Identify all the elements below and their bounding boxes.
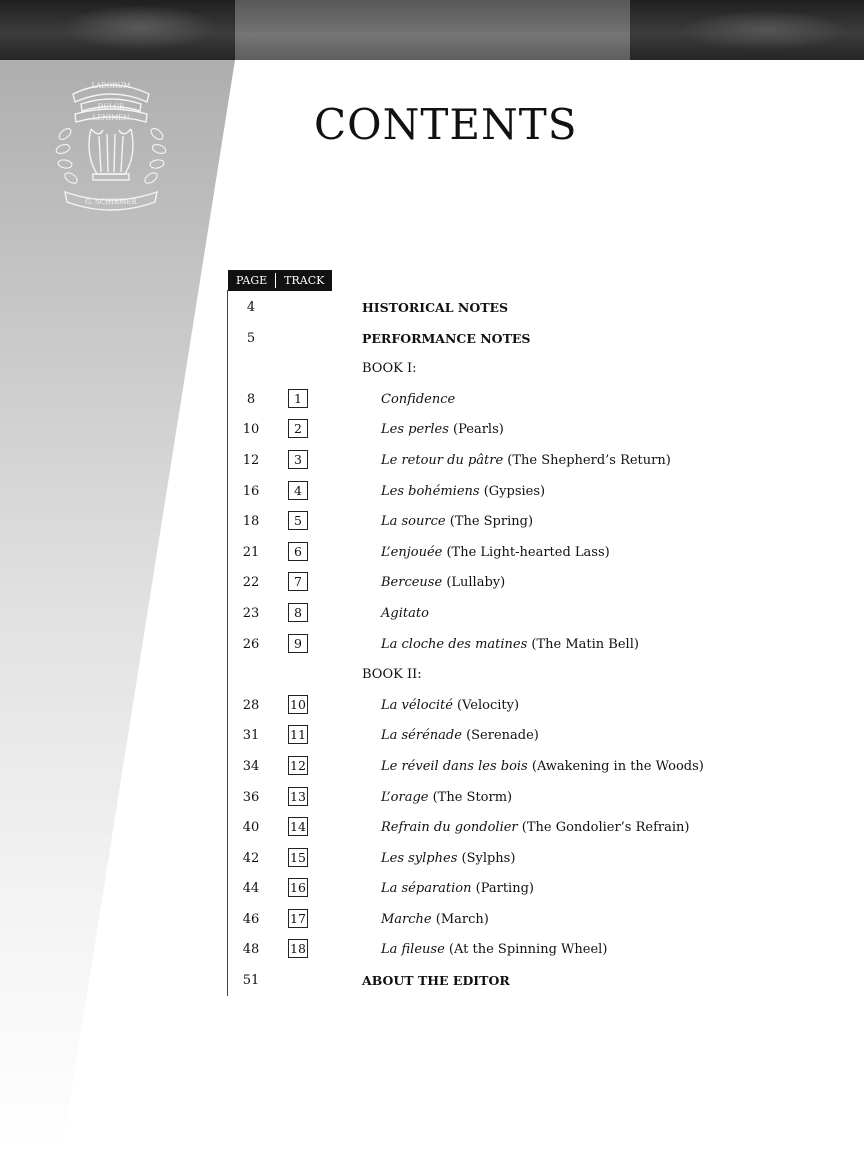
toc-entry xyxy=(228,660,848,691)
piece-title xyxy=(381,637,639,652)
section-title xyxy=(362,331,530,346)
french-title: Les sylphes xyxy=(381,850,458,866)
piece-title xyxy=(381,912,489,927)
toc-entry xyxy=(228,691,848,722)
english-title: PERFORMANCE NOTES xyxy=(362,330,531,346)
french-title: Berceuse xyxy=(381,575,443,591)
top-sky-band xyxy=(0,0,864,60)
page-number: 28 xyxy=(242,697,260,713)
english-title: (The Gondolier’s Refrain) xyxy=(517,820,690,836)
french-title: La sérénade xyxy=(381,728,462,744)
english-title: (March) xyxy=(431,911,489,927)
toc-entry xyxy=(228,385,848,416)
english-title: (Gypsies) xyxy=(479,483,546,499)
toc-entry xyxy=(228,844,848,875)
page-number: 46 xyxy=(242,911,260,927)
piece-title xyxy=(381,820,689,835)
piece-title xyxy=(381,728,539,743)
track-number-box: 16 xyxy=(288,878,308,897)
page-number: 8 xyxy=(246,391,256,407)
book-heading xyxy=(362,361,416,376)
french-title: Refrain du gondolier xyxy=(381,820,518,836)
page-number: 10 xyxy=(242,422,260,438)
track-number-box: 3 xyxy=(288,450,308,469)
piece-title xyxy=(381,790,512,805)
piece-title xyxy=(381,942,607,957)
french-title: La séparation xyxy=(381,881,472,897)
piece-title xyxy=(381,545,610,560)
piece-title xyxy=(381,759,704,774)
toc-entry xyxy=(228,507,848,538)
seal-text-schirmer: G. SCHIRMER xyxy=(85,198,137,206)
track-number-box: 5 xyxy=(288,511,308,530)
section-title xyxy=(362,973,510,988)
english-title: BOOK II: xyxy=(362,667,422,683)
track-number-box: 13 xyxy=(288,787,308,806)
toc-entry xyxy=(228,538,848,569)
french-title: Agitato xyxy=(381,605,429,621)
toc-list xyxy=(228,293,848,997)
toc-entry xyxy=(228,935,848,966)
track-number-box: 17 xyxy=(288,909,308,928)
track-number-box: 4 xyxy=(288,481,308,500)
section-title xyxy=(362,300,508,315)
french-title: Les bohémiens xyxy=(381,483,480,499)
seal-text-laborum: LABORUM xyxy=(91,82,131,90)
piece-title xyxy=(381,606,429,621)
french-title: Marche xyxy=(381,911,432,927)
track-number-box: 8 xyxy=(288,603,308,622)
piece-title xyxy=(381,575,505,590)
french-title: La vélocité xyxy=(381,697,453,713)
english-title: (Lullaby) xyxy=(442,575,506,591)
french-title: La source xyxy=(381,514,446,530)
track-number-box: 6 xyxy=(288,542,308,561)
english-title: (Parting) xyxy=(471,881,534,897)
toc-header xyxy=(228,270,332,291)
track-number-box: 15 xyxy=(288,848,308,867)
track-number-box: 12 xyxy=(288,756,308,775)
toc-entry xyxy=(228,599,848,630)
toc-entry xyxy=(228,783,848,814)
toc-entry xyxy=(228,813,848,844)
piece-title xyxy=(381,484,545,499)
piece-title xyxy=(381,514,533,529)
track-number-box: 7 xyxy=(288,572,308,591)
french-title: Les perles xyxy=(381,422,449,438)
page-number: 34 xyxy=(242,758,260,774)
toc-entry xyxy=(228,752,848,783)
page-number: 4 xyxy=(246,300,256,315)
english-title: (Serenade) xyxy=(461,728,539,744)
piece-title xyxy=(381,453,671,468)
toc-entry xyxy=(228,630,848,661)
toc-entry xyxy=(228,354,848,385)
toc-entry xyxy=(228,293,848,324)
cloud-shape xyxy=(680,10,850,50)
piece-title xyxy=(381,392,455,407)
track-number-box: 11 xyxy=(288,725,308,744)
english-title: (Velocity) xyxy=(452,697,520,713)
french-title: Confidence xyxy=(381,391,456,407)
english-title: (The Matin Bell) xyxy=(527,636,639,652)
english-title: (The Spring) xyxy=(445,514,534,530)
english-title: (Sylphs) xyxy=(457,850,516,866)
page-number: 51 xyxy=(242,973,260,989)
english-title: (The Light-hearted Lass) xyxy=(442,544,610,560)
toc-entry xyxy=(228,477,848,508)
page-title: CONTENTS xyxy=(314,100,578,149)
page-column-label: PAGE xyxy=(236,274,268,287)
english-title: (The Shepherd’s Return) xyxy=(503,452,671,468)
page-number: 16 xyxy=(242,483,260,499)
french-title: Le retour du pâtre xyxy=(381,452,504,468)
track-number-box: 1 xyxy=(288,389,308,408)
piece-title xyxy=(381,881,534,896)
english-title: (The Storm) xyxy=(428,789,513,805)
piece-title xyxy=(381,851,515,866)
seal-text-lenimen: LENIMEN xyxy=(92,114,130,122)
track-column-label: TRACK xyxy=(284,274,325,287)
sky-glow xyxy=(235,0,630,60)
french-title: L’orage xyxy=(381,789,429,805)
lyre-seal-icon xyxy=(55,74,167,224)
page-number: 5 xyxy=(246,330,256,346)
toc-entry xyxy=(228,324,848,355)
track-number-box: 2 xyxy=(288,419,308,438)
toc-entry xyxy=(228,874,848,905)
english-title: BOOK I: xyxy=(362,361,417,377)
french-title: La fileuse xyxy=(381,942,445,958)
piece-title xyxy=(381,698,519,713)
page-number: 44 xyxy=(242,881,260,897)
seal-text-dulce: DULCE xyxy=(97,103,125,111)
track-number-box: 10 xyxy=(288,695,308,714)
french-title: Le réveil dans les bois xyxy=(381,758,528,774)
page-number: 18 xyxy=(242,514,260,530)
english-title: (At the Spinning Wheel) xyxy=(444,942,608,958)
piece-title xyxy=(381,422,504,437)
toc-entry xyxy=(228,446,848,477)
toc-entry xyxy=(228,966,848,997)
toc-entry xyxy=(228,415,848,446)
page-number: 48 xyxy=(242,942,260,958)
french-title: La cloche des matines xyxy=(381,636,528,652)
english-title: HISTORICAL NOTES xyxy=(362,300,509,315)
page-number: 26 xyxy=(242,636,260,652)
toc-entry xyxy=(228,568,848,599)
track-number-box: 14 xyxy=(288,817,308,836)
page-number: 21 xyxy=(242,544,260,560)
cloud-shape xyxy=(60,5,220,50)
page-number: 40 xyxy=(242,820,260,836)
page-number: 31 xyxy=(242,728,260,744)
page-number: 42 xyxy=(242,850,260,866)
english-title: (Awakening in the Woods) xyxy=(527,758,704,774)
page-number: 36 xyxy=(242,789,260,805)
english-title: ABOUT THE EDITOR xyxy=(362,973,510,989)
toc-entry xyxy=(228,905,848,936)
english-title: (Pearls) xyxy=(448,422,504,438)
page-number: 12 xyxy=(242,452,260,468)
book-heading xyxy=(362,667,422,682)
toc-entry xyxy=(228,721,848,752)
track-number-box: 9 xyxy=(288,634,308,653)
page-number: 22 xyxy=(242,575,260,591)
french-title: L’enjouée xyxy=(381,544,443,560)
track-number-box: 18 xyxy=(288,939,308,958)
page-number: 23 xyxy=(242,605,260,621)
